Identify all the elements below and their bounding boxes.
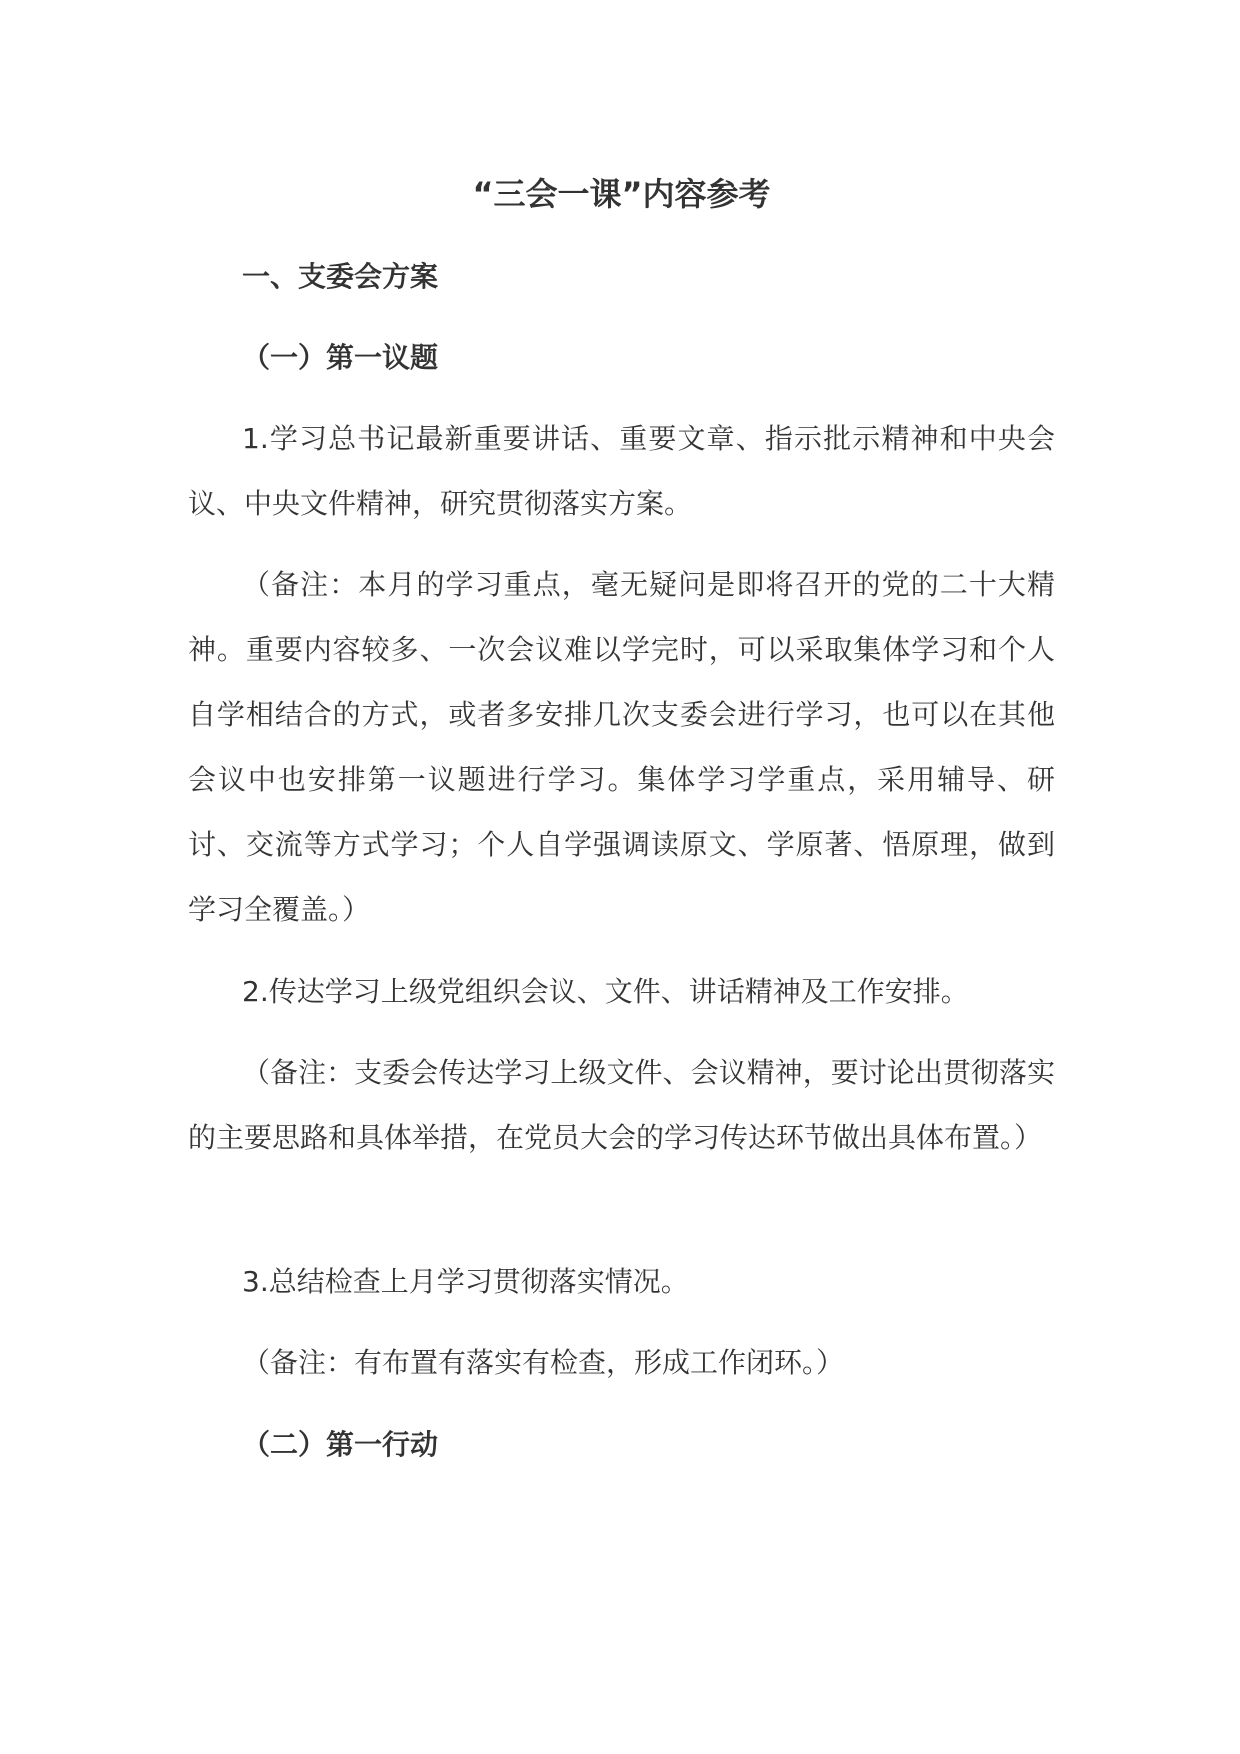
paragraph-study-item-1: 1.学习总书记最新重要讲话、重要文章、指示批示精神和中央会议、中央文件精神，研究贯彻落实方案。 bbox=[188, 422, 1055, 520]
paragraph-study-item-3: 3.总结检查上月学习贯彻落实情况。 bbox=[242, 1265, 689, 1298]
subsection-heading-first-action: （二）第一行动 bbox=[242, 1428, 439, 1461]
paragraph-note-1: （备注：本月的学习重点，毫无疑问是即将召开的党的二十大精神。重要内容较多、一次会议难以学完时，可以采取集体学习和个人自学相结合的方式，或者多安排几次支委会进行学习，也可以在其他会议中也安排第一议题进行学习。集体学习学重点，采用辅导、研讨、交流等方式学习；个人自学强调读原文、学原著、悟原理，做到学习全覆盖。） bbox=[188, 568, 1055, 926]
subsection-heading-first-topic: （一）第一议题 bbox=[242, 341, 439, 374]
paragraph-note-2: （备注：支委会传达学习上级文件、会议精神，要讨论出贯彻落实的主要思路和具体举措，在党员大会的学习传达环节做出具体布置。） bbox=[188, 1056, 1055, 1154]
paragraph-study-item-2: 2.传达学习上级党组织会议、文件、讲话精神及工作安排。 bbox=[242, 975, 969, 1008]
paragraph-note-3: （备注：有布置有落实有检查，形成工作闭环。） bbox=[242, 1346, 845, 1379]
document-title: “三会一课”内容参考 bbox=[472, 175, 771, 213]
section-heading-branch-committee: 一、支委会方案 bbox=[242, 260, 439, 293]
